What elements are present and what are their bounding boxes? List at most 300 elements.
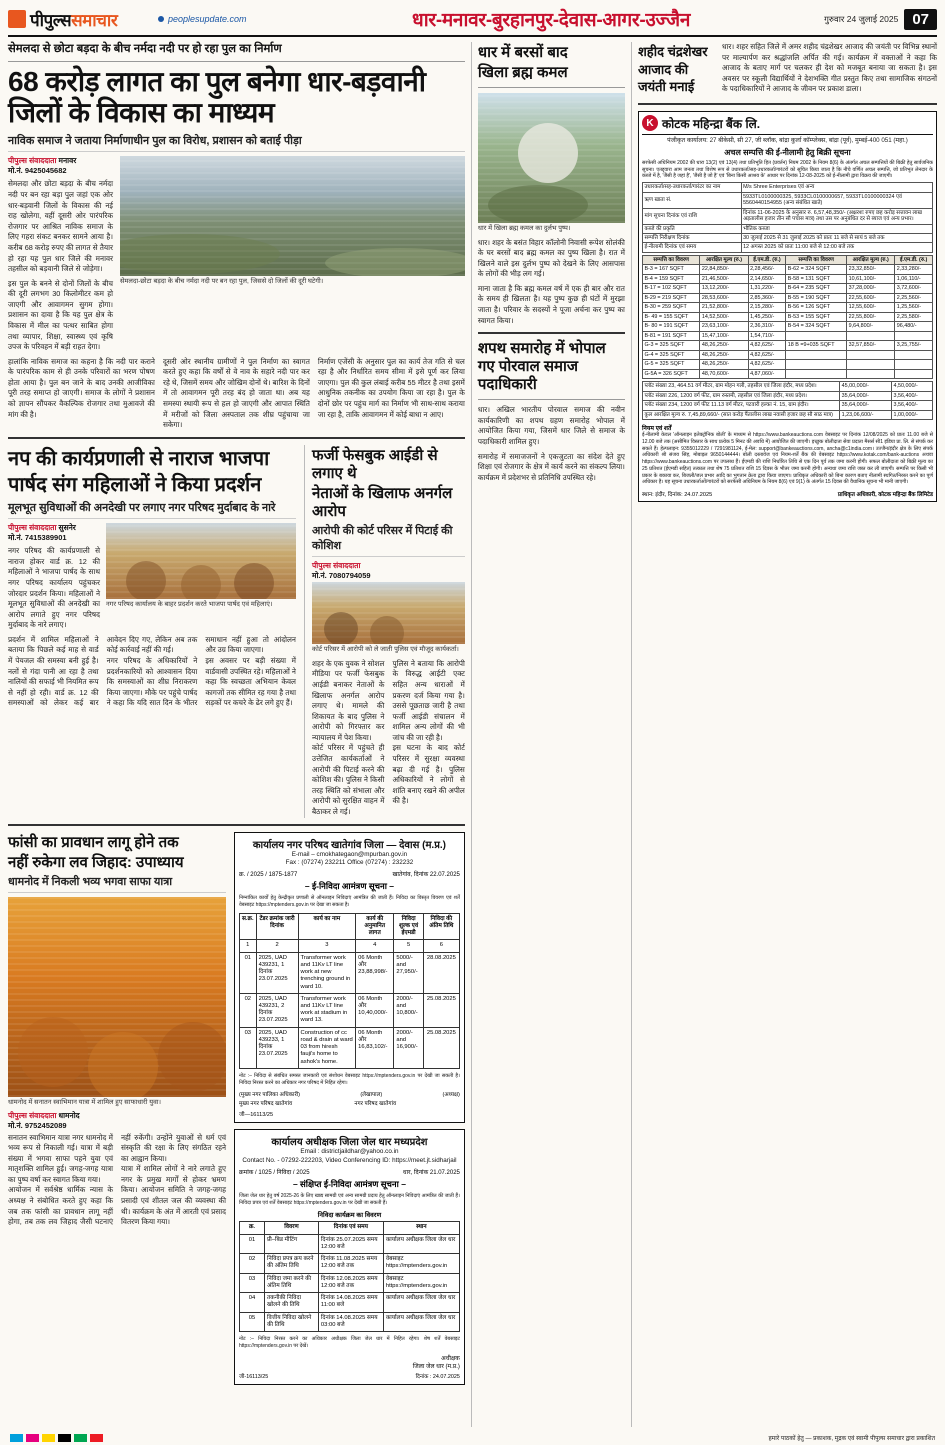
jail-title: – संक्षिप्त ई-निविदा आमंत्रण सूचना – bbox=[292, 1178, 406, 1189]
cell: B-29 = 219 SQFT bbox=[642, 293, 699, 302]
cell: 13,12,200/- bbox=[700, 284, 748, 293]
tender1-ref: क्र. / 2025 / 1875-1877 bbox=[239, 872, 298, 879]
cell: 2,15,280/- bbox=[748, 303, 786, 312]
th-5: निविदा की अंतिम तिथि bbox=[423, 913, 459, 940]
cell: 01 bbox=[240, 952, 257, 993]
cell: निविदा प्रपत्र क्रय करने की अंतिम तिथि bbox=[265, 1254, 319, 1273]
kotak-registered-office: पंजीकृत कार्यालय: 27 बीकेसी, सी 27, जी ब्लॉक, बांद्रा कुर्ला कॉम्प्लेक्स, बांद्रा (पूर्व), मुम्बई-400 051 (महा.) bbox=[667, 136, 908, 144]
cell: प्री–बिड मीटिंग bbox=[265, 1234, 319, 1253]
cell bbox=[786, 331, 847, 340]
byline-place: सुसनेर bbox=[58, 522, 76, 532]
cell: 1,25,560/- bbox=[895, 303, 933, 312]
cell: B-4 = 159 SQFT bbox=[642, 274, 699, 283]
table-row bbox=[642, 293, 932, 302]
cell: 35,64,000/- bbox=[840, 391, 892, 400]
cell: 48,26,250/- bbox=[700, 341, 748, 350]
byline-label: पीपुल्स संवाददाता bbox=[8, 1111, 57, 1121]
byline-phone: मो.नं. 9752452089 bbox=[8, 1120, 67, 1130]
mid1-photo bbox=[478, 93, 625, 223]
cell: 06 Month और 10,40,000/- bbox=[356, 993, 394, 1027]
logo-square-icon bbox=[8, 10, 26, 28]
story3-headline-2: नेताओं के खिलाफ अनर्गल आरोप bbox=[312, 484, 453, 520]
cell: G-5A = 326 SQFT bbox=[642, 369, 699, 378]
cell: 12,55,600/- bbox=[847, 303, 895, 312]
tender1-sig-3: (लेखापाल) bbox=[360, 1092, 383, 1099]
table-row bbox=[642, 192, 932, 208]
story2 bbox=[8, 445, 296, 818]
cell: 21,52,800/- bbox=[700, 303, 748, 312]
cell: 2,25,580/- bbox=[895, 312, 933, 321]
jail-contact: Contact No. - 07292-222203, Video Conferencing ID: https://meet.jt.sidharjail bbox=[242, 1157, 457, 1165]
cell: 3,72,600/- bbox=[895, 284, 933, 293]
cell: B-64 = 235 SQFT bbox=[786, 284, 847, 293]
cell: 4,82,625/- bbox=[748, 360, 786, 369]
bullet-icon bbox=[158, 16, 164, 22]
tender1-sig-5: (अध्यक्ष) bbox=[442, 1092, 460, 1099]
th-3: स्थान bbox=[383, 1222, 459, 1234]
cell: G-4 = 325 SQFT bbox=[642, 350, 699, 359]
mid1-headline-1: धार में बरसों बाद bbox=[477, 44, 568, 61]
borrower-value: M/s Shree Enterprises एवं अन्य bbox=[741, 183, 932, 192]
table-row bbox=[240, 1293, 460, 1312]
cell: 22,55,800/- bbox=[847, 312, 895, 321]
cell: 2000/- and 10,800/- bbox=[394, 993, 423, 1027]
tr-headline-3: जयंती मनाई bbox=[637, 79, 695, 95]
jail-code: जी-16113/25 bbox=[239, 1373, 269, 1380]
th-0: क्र. bbox=[240, 1222, 265, 1234]
cell: 05 bbox=[240, 1312, 265, 1331]
num-0: 1 bbox=[240, 940, 257, 952]
account-value: 5933TL0100000325, 5933CL0100000657, 5933TL0100000324 एवं 5560440154955 (अन्य संबंधित खाते) bbox=[741, 192, 932, 208]
story3-subhead: आरोपी की कोर्ट परिसर में पिटाई की कोशिश bbox=[312, 523, 465, 557]
table-row bbox=[642, 331, 932, 340]
swatch-magenta bbox=[26, 1434, 39, 1442]
mid2-para-0: धार। अखिल भारतीय पोरवाल समाज की नवीन कार्यकारिणी का शपथ ग्रहण समारोह भोपाल में आयोजित किया गया, जिसमें धार जिले से समाज के पदाधिकारी शामिल हुए। bbox=[477, 405, 625, 446]
num-1: 2 bbox=[256, 940, 298, 952]
th-4: आरक्षित मूल्य (रु.) bbox=[847, 255, 895, 264]
jail-intro: जिला जेल धार हेतु वर्ष 2025-26 के लिए खाद्य सामग्री एवं अन्य सामग्री प्रदाय हेतु ऑनलाइन निविदाएं आमंत्रित की जाती हैं। निविदा प्रपत्र एवं शर्तें वेबसाइट https://mptenders.gov.in पर देखी जा सकती हैं। bbox=[239, 1192, 460, 1206]
tr-headline-1: शहीद चंद्रशेखर bbox=[637, 44, 708, 59]
jail-date: धार, दिनांक 21.07.2025 bbox=[402, 1169, 460, 1176]
cell: B-30 = 259 SQFT bbox=[642, 303, 699, 312]
cell: कार्यालय अधीक्षक जिला जेल धार bbox=[383, 1293, 459, 1312]
kotak-terms: ई-नीलामी केवल 'ऑनलाइन इलेक्ट्रॉनिक बोली' के माध्यम से https://www.bankeauctions.com वेबसाइट पर दिनांक 12/08/2025 को प्रातः 11.00 बजे से 12.00 बजे तक (असीमित विस्तार के साथ प्रत्येक 5 मिनट की अवधि में) आयोजित की जाएगी। इच्छुक बोलीदाता सेवा प्रदाता मैसर्स सी1 इंडिया प्रा. लि. से संपर्क कर सकते हैं। हेल्पलाइन: 9355012229 / 7291981124, ई-मेल: support@bankeauctions.com, ancha@c1india.com। उज्जैन/इंदौर क्षेत्र के लिए संपर्क अधिकारी श्री संजय सिंह, मोबाइल 9650144444। बोली दस्तावेज एवं नियम-शर्तें बैंक की वेबसाइट https://www.kotak.com/bank-auctions अथवा https://www.bankeauctions.com पर उपलब्ध हैं। ईएमडी की राशि निर्धारित तिथि से एक दिन पूर्व तक जमा करनी होगी। सफल बोलीदाता को बिक्री मूल्य का 25 प्रतिशत (ईएमडी सहित) तत्काल तथा शेष 75 प्रतिशत राशि 15 दिवस के भीतर जमा करनी होगी। अन्यथा जमा राशि जब्त कर ली जाएगी। सम्पत्ति पर किसी भी प्रकार के बकाया कर, बिजली/जल प्रभार आदि का भुगतान क्रेता द्वारा किया जाएगा। प्राधिकृत अधिकारी को बिना कारण बताए नीलामी स्थगित/निरस्त करने का पूर्ण अधिकार है। यह सूचना उधारकर्ताओं/गारंटरों को सरफेसी अधिनियम के नियम 8(6) एवं 9(1) के अंतर्गत 15 दिवस की वैधानिक सूचना भी मानी जाएगी। bbox=[641, 432, 933, 486]
th-2: कार्य का नाम bbox=[298, 913, 356, 940]
table-row bbox=[642, 391, 932, 400]
lead-headline: 68 करोड़ लागत का पुल बनेगा धार-बड़वानी जिलों के विकास का माध्यम bbox=[8, 66, 426, 129]
byline-phone: मो.नं. 9425045682 bbox=[8, 165, 67, 175]
jail-email: Email : districtjaildhar@yahoo.co.in bbox=[300, 1148, 399, 1156]
story3-para-3: इस घटना के बाद कोर्ट परिसर में सुरक्षा व्यवस्था बढ़ा दी गई है। पुलिस अधिकारियों ने लोगों से शांति बनाए रखने की अपील की है। bbox=[392, 743, 465, 806]
table-row bbox=[642, 312, 932, 321]
cell bbox=[847, 369, 895, 378]
cell: प्लॉट संख्या 23, 464.51 वर्ग मीटर, ग्राम मोहन गली, तहसील एवं जिला इंदौर, मध्य प्रदेश। bbox=[642, 382, 839, 391]
cell: 2,36,310/- bbox=[748, 322, 786, 331]
th-0: सम्पत्ति का विवरण bbox=[642, 255, 699, 264]
cell: 10,61,100/- bbox=[847, 274, 895, 283]
cell bbox=[895, 331, 933, 340]
cell: 37,28,000/- bbox=[847, 284, 895, 293]
cell: 28,53,600/- bbox=[700, 293, 748, 302]
th-3: सम्पत्ति का विवरण bbox=[786, 255, 847, 264]
th-2: ई.एम.डी. (रु.) bbox=[748, 255, 786, 264]
table-row bbox=[642, 360, 932, 369]
num-2: 3 bbox=[298, 940, 356, 952]
num-4: 5 bbox=[394, 940, 423, 952]
cell: B-56 = 126 SQFT bbox=[786, 303, 847, 312]
story2-photo-caption: नगर परिषद कार्यालय के बाहर प्रदर्शन करते भाजपा पार्षद एवं महिलाएं। bbox=[106, 600, 273, 608]
table-row bbox=[240, 952, 460, 993]
cell: B-3 = 167 SQFT bbox=[642, 265, 699, 274]
lead-photo bbox=[120, 156, 465, 276]
tender1-sig-1: (मुख्य नगर पालिका अधिकारी) bbox=[239, 1092, 301, 1099]
table-row bbox=[642, 369, 932, 378]
table-header-row bbox=[240, 1222, 460, 1234]
table-row bbox=[240, 993, 460, 1027]
tender1-intro: निम्नांकित कार्यों हेतु केन्द्रीकृत प्रणाली से ऑनलाइन निविदाएं आमंत्रित की जाती हैं। निविदा का विस्तृत विवरण एवं शर्तें वेबसाइट https://mptenders.gov.in पर देखा जा सकता है। bbox=[239, 895, 460, 908]
cell: 48,70,600/- bbox=[700, 369, 748, 378]
mid2-headline: शपथ समारोह में भोपाल गए पोरवाल समाज पदाधिकारी bbox=[477, 340, 606, 394]
table-row bbox=[240, 1312, 460, 1331]
cell: 2,28,456/- bbox=[748, 265, 786, 274]
jail-footer-date: दिनांक : 24.07.2025 bbox=[415, 1373, 460, 1380]
story2-photo bbox=[106, 523, 296, 599]
lead-article bbox=[8, 42, 465, 431]
swatch-yellow bbox=[42, 1434, 55, 1442]
table-row bbox=[642, 274, 932, 283]
footer-note: हमारे पाठकों हेतु — प्रकाशक, मुद्रक एवं स्वामी पीपुल्स समाचार द्वारा प्रकाशित bbox=[768, 1436, 935, 1442]
cell: 22,84,850/- bbox=[700, 265, 748, 274]
table-row bbox=[642, 234, 932, 243]
story2-para-2: नगर परिषद के अधिकारियों ने प्रदर्शनकारियों को आश्वासन दिया कि समस्याओं का शीघ्र निराकरण किया जाएगा। मौके पर पहुंचे पार्षद ने कहा कि यदि सात दिन के भीतर समाधान नहीं हुआ तो आंदोलन और उग्र किया जाएगा। bbox=[106, 634, 296, 708]
story3 bbox=[304, 445, 465, 818]
account-label: ऋण खाता सं. bbox=[642, 192, 741, 208]
cell: B-62 = 324 SQFT bbox=[786, 265, 847, 274]
logo-samachar: समाचार bbox=[71, 10, 118, 30]
table-row bbox=[642, 208, 932, 224]
jail-table bbox=[239, 1221, 460, 1332]
cell: 3,25,755/- bbox=[895, 341, 933, 350]
num-5: 6 bbox=[423, 940, 459, 952]
cell: 2025, UAD 439231, 2 दिनांक 23.07.2025 bbox=[256, 993, 298, 1027]
cell: 2025, UAD 439233, 1 दिनांक 23.07.2025 bbox=[256, 1027, 298, 1068]
cell: 3,56,400/- bbox=[892, 391, 933, 400]
lead-para-4: निर्माण एजेंसी के अनुसार पुल का कार्य तेज गति से चल रहा है और निर्धारित समय सीमा में इसे पूर्ण कर लिया जाएगा। पुल की कुल लंबाई करीब 55 मीटर है तथा इसमें आधुनिक तकनीक का उपयोग किया जा रहा है। पुल के दोनों छोर पर पहुंच मार्ग का निर्माण भी साथ-साथ कराया जा रहा है, ताकि आवागमन में कोई बाधा न आए। bbox=[317, 356, 465, 419]
cell bbox=[786, 369, 847, 378]
cell bbox=[786, 350, 847, 359]
cell: 3,56,400/- bbox=[892, 401, 933, 410]
cell: B-55 = 190 SQFT bbox=[786, 293, 847, 302]
cell: वित्तीय निविदा खोलने की तिथि bbox=[265, 1312, 319, 1331]
table-row bbox=[642, 265, 932, 274]
cell: 03 bbox=[240, 1027, 257, 1068]
tender1-sig-2: मुख्य नगर परिषद खातेगांव bbox=[239, 1101, 293, 1108]
tender1-code: जी—16113/25 bbox=[239, 1112, 274, 1119]
table-row bbox=[642, 350, 932, 359]
table-row bbox=[642, 183, 932, 192]
color-swatches bbox=[0, 1434, 103, 1442]
cell: 2000/- and 16,900/- bbox=[394, 1027, 423, 1068]
tender1-sig-4: नगर परिषद खातेगांव bbox=[354, 1101, 397, 1108]
kotak-logo-icon: K bbox=[642, 115, 658, 131]
swatch-cyan bbox=[10, 1434, 23, 1442]
cell: 1,31,220/- bbox=[748, 284, 786, 293]
auction-label: ई-नीलामी दिनांक एवं समय bbox=[642, 243, 741, 252]
auction-value: 12 अगस्त 2025 को प्रातः 11:00 बजे से 12:00 बजे तक bbox=[741, 243, 932, 252]
table-row bbox=[642, 341, 932, 350]
tender1-fax: Fax : (07274) 232211 Office (07274) : 232232 bbox=[285, 859, 414, 867]
cell: 28.08.2025 bbox=[423, 952, 459, 993]
cell: 18 B =9+035 SQFT bbox=[786, 341, 847, 350]
cell: 1,06,110/- bbox=[895, 274, 933, 283]
cell: 96,480/- bbox=[895, 322, 933, 331]
cell: 15,47,100/- bbox=[700, 331, 748, 340]
cell: 48,26,250/- bbox=[700, 350, 748, 359]
story2-headline-1: नप की कार्यप्रणाली से नाराज भाजपा bbox=[8, 447, 270, 470]
lead-subhead: नाविक समाज ने जताया निर्माणाधीन पुल का विरोध, प्रशासन को बताई पीड़ा bbox=[8, 133, 465, 152]
lead-para-3: दूसरी ओर स्थानीय ग्रामीणों ने पुल निर्माण का स्वागत करते हुए कहा कि वर्षों से वे नाव के सहारे नदी पार कर रहे थे, जिसमें समय और जोखिम दोनों थे। बारिश के दिनों में तो आवागमन पूरी तरह बंद हो जाता था। अब यह समस्या स्थायी रूप से हल हो जाएगी और आपात स्थिति में मरीजों को जिला अस्पताल तक शीघ्र पहुंचाया जा सकेगा। bbox=[162, 356, 310, 430]
tender1-title: – ई-निविदा आमंत्रण सूचना – bbox=[304, 881, 395, 892]
story3-photo-caption: कोर्ट परिसर में आरोपी को ले जाती पुलिस एवं मौजूद कार्यकर्ता। bbox=[312, 646, 459, 654]
right-column bbox=[631, 42, 937, 1427]
byline-place: धामनोद bbox=[58, 1111, 80, 1121]
kotak-extra-table bbox=[642, 381, 933, 420]
jail-ref: क्रमांक / 1025 / निविदा / 2025 bbox=[239, 1169, 310, 1176]
story4 bbox=[8, 832, 226, 1385]
story3-byline bbox=[312, 561, 465, 581]
cell: दिनांक 25.07.2025 समय 12:00 बजे bbox=[318, 1234, 383, 1253]
cell: प्लॉट संख्या 226, 1200 वर्ग फीट, ग्राम रुस्तमी, तहसील एवं जिला इंदौर, मध्य प्रदेश। bbox=[642, 391, 839, 400]
demand-value: दिनांक 11-06-2025 के अनुसार रु. 6,57,48,350/- (अक्षरशः रुपए छह करोड़ सत्तावन लाख अड़तालीस हजार तीन सौ पचास मात्र) तथा उस पर अनुबंधित दर से ब्याज एवं अन्य प्रभार। bbox=[741, 208, 932, 224]
table-row bbox=[642, 410, 932, 419]
cell: Transformer work and 11Kv LT line work at stadium in ward 13. bbox=[298, 993, 356, 1027]
table-row bbox=[642, 401, 932, 410]
top-right-article bbox=[638, 42, 937, 97]
tr-text: धार। शहर सहित जिले में अमर शहीद चंद्रशेखर आजाद की जयंती पर विभिन्न स्थानों पर माल्यार्पण कर श्रद्धांजलि अर्पित की गई। कार्यक्रम में वक्ताओं ने कहा कि आजाद के बताए मार्ग पर चलकर ही देश को मजबूत बनाया जा सकता है। इस अवसर पर स्कूली विद्यार्थियों ने देशभक्ति गीत प्रस्तुत किए तथा सामाजिक संगठनों के पदाधिकारियों ने आजाद के जीवन पर प्रकाश डाला। bbox=[721, 42, 937, 94]
cell: दिनांक 14.08.2025 समय 03:00 बजे bbox=[318, 1312, 383, 1331]
cell: 5000/- and 27,950/- bbox=[394, 952, 423, 993]
kotak-intro: सरफेसी अधिनियम 2002 की धारा 13(2) एवं 13(4) तथा प्रतिभूति हित (प्रवर्तन) नियम 2002 के नियम 8(6) के अंतर्गत अचल सम्पत्तियों की बिक्री हेतु सार्वजनिक सूचना। एतद्द्वारा आम जनता तथा विशेष रूप से उधारकर्ता/सह-उधारकर्ता/गारंटरों को सूचित किया जाता है कि नीचे वर्णित अचल सम्पत्ति, जो प्रतिभूत लेनदार के कब्जे में है, 'जैसी है जहां है', 'जैसी है जो है' एवं 'बिना किसी आश्रय के' आधार पर दिनांक 12-08-2025 को ई-नीलामी द्वारा विक्रय की जाएगी। bbox=[641, 159, 933, 180]
th-4: निविदा शुल्क एवं ईएमडी bbox=[394, 913, 423, 940]
cell: B-53 = 155 SQFT bbox=[786, 312, 847, 321]
mid1-caption: धार में खिला ब्रह्म कमल का दुर्लभ पुष्प। bbox=[477, 225, 571, 232]
cell: प्लॉट संख्या 234, 1200 वर्ग फीट 11.13 वर्ग मीटर, पटवारी हल्का नं. 15, ग्राम इंदौर। bbox=[642, 401, 839, 410]
lead-para-1: इस पुल के बनने से दोनों जिलों के बीच की दूरी लगभग 30 किलोमीटर कम हो जाएगी और आवागमन सुगम होगा। प्रशासन का दावा है कि यह पुल क्षेत्र के विकास में मील का पत्थर साबित होगा तथा व्यापार, शिक्षा, स्वास्थ्य एवं कृषि उपज के परिवहन में बड़ी राहत देगा। bbox=[8, 278, 113, 352]
cell: निविदा जमा करने की अंतिम तिथि bbox=[265, 1273, 319, 1292]
cell: G-5 = 325 SQFT bbox=[642, 360, 699, 369]
left-column bbox=[8, 42, 465, 1427]
th-2: दिनांक एवं समय bbox=[318, 1222, 383, 1234]
website-link[interactable] bbox=[158, 14, 278, 24]
kotak-signature: प्राधिकृत अधिकारी, कोटक महिन्द्रा बैंक लिमिटेड bbox=[837, 492, 933, 499]
story4-photo bbox=[8, 897, 226, 1097]
table-row bbox=[240, 1234, 460, 1253]
byline-place: मनावर bbox=[58, 155, 77, 165]
cell: कुल आरक्षित मूल्य रु. 7,45,89,660/- (सात करोड़ पैंतालीस लाख नवासी हजार छह सौ साठ मात्र) bbox=[642, 410, 839, 419]
mid1-para-1: माना जाता है कि ब्रह्म कमल वर्ष में एक ही बार और रात के समय ही खिलता है। यह पुष्प कुछ ही घंटों में मुरझा जाता है। परिवार के सदस्यों ने पूजा अर्चना कर पुष्प का स्वागत किया। bbox=[477, 283, 625, 325]
middle-column bbox=[471, 42, 625, 1427]
lead-para-0: सेमलदा और छोटा बड़दा के बीच नर्मदा नदी पर बन रहा बड़ा पुल जहां एक ओर धार-बड़वानी जिलों के विकास की नई राह खोलेगा, वहीं दूसरी ओर पारंपरिक रोजगार पर आश्रित नाविक समाज के लिए गहरा संकट बनकर सामने आया है। करीब 68 करोड़ रुपए की लागत से तैयार हो रहा यह पुल धार जिले की मनावर तहसील को बड़वानी जिले से जोड़ेगा। bbox=[8, 179, 113, 274]
story2-para-3: इस अवसर पर बड़ी संख्या में वार्डवासी उपस्थित रहे। महिलाओं ने कहा कि स्वच्छता अभियान केवल कागजों तक सीमित रह गया है तथा सड़कों पर कचरे के ढेर लगे हुए हैं। bbox=[205, 656, 296, 708]
tender-ad-jail bbox=[234, 1129, 465, 1384]
story3-headline-1: फर्जी फेसबुक आईडी से लगाए थे bbox=[312, 446, 438, 482]
mid1-para-0: धार। शहर के बसंत विहार कॉलोनी निवासी रूपेश सोलंकी के घर बरसों बाद ब्रह्म कमल का पुष्प खिला है। रात में खिलने वाले इस दुर्लभ पुष्प को देखने के लिए आसपास के लोगों की भीड़ लग गई। bbox=[477, 237, 625, 279]
tender1-date: खातेगांव, दिनांक 22.07.2025 bbox=[392, 872, 460, 879]
cell: 4,87,060/- bbox=[748, 369, 786, 378]
th-3: कार्य की अनुमानित लागत bbox=[356, 913, 394, 940]
cell: B- 49 = 155 SQFT bbox=[642, 312, 699, 321]
cell bbox=[847, 350, 895, 359]
kotak-brand: कोटक महिन्द्रा बैंक लि. bbox=[661, 116, 761, 131]
table-row bbox=[642, 322, 932, 331]
cell: 1,54,710/- bbox=[748, 331, 786, 340]
story3-para-1: कोर्ट परिसर में पहुंचते ही उत्तेजित कार्यकर्ताओं ने आरोपी की पिटाई करने की कोशिश की। पुलिस ने किसी तरह स्थिति को संभाला और आरोपी को सुरक्षित वाहन में बैठाकर ले गई। bbox=[312, 743, 385, 816]
website-url: peoplesupdate.com bbox=[168, 14, 247, 24]
story3-para-2: पुलिस ने बताया कि आरोपी के विरुद्ध आईटी एक्ट सहित अन्य धाराओं में प्रकरण दर्ज किया गया है। उससे पूछताछ जारी है तथा फर्जी आईडी संचालन में शामिल अन्य लोगों की भी जांच की जा रही है। bbox=[392, 658, 465, 742]
cell: B-58 = 131 SQFT bbox=[786, 274, 847, 283]
lead-para-2: हालांकि नाविक समाज का कहना है कि नदी पार कराने के पारंपरिक काम से ही उनके परिवारों का भरण पोषण होता आया है। पुल बन जाने के बाद उनकी आजीविका पूरी तरह समाप्त हो जाएगी। समाज के लोगों ने प्रशासन को ज्ञापन सौंपकर वैकल्पिक रोजगार तथा मुआवजे की मांग की है। bbox=[8, 356, 155, 419]
kotak-borrower-table bbox=[642, 182, 933, 253]
table-header-row bbox=[642, 255, 932, 264]
jail-table-title: निविदा कार्यक्रम का विवरण bbox=[317, 1212, 382, 1220]
cell: G-3 = 325 SQFT bbox=[642, 341, 699, 350]
cell: दिनांक 12.08.2025 समय 12:00 बजे तक bbox=[318, 1273, 383, 1292]
cell bbox=[786, 360, 847, 369]
cell: Construction of cc road & drain at ward 03 from hiresh fauji's home to ashok's home. bbox=[298, 1027, 356, 1068]
issue-date: गुरुवार 24 जुलाई 2025 bbox=[824, 13, 899, 24]
story3-photo bbox=[312, 582, 465, 644]
cell: 4,50,000/- bbox=[892, 382, 933, 391]
story4-para-0: सनातन स्वाभिमान यात्रा नगर धामनोद में भव्य रूप से निकाली गई। यात्रा में बड़ी संख्या में भगवा साफा पहने युवा एवं मातृशक्ति शामिल हुई। जगह-जगह यात्रा का पुष्प वर्षा कर स्वागत किया गया। bbox=[8, 1132, 113, 1184]
cell bbox=[895, 350, 933, 359]
story2-subhead: मूलभूत सुविधाओं की अनदेखी पर लगाए नगर परिषद मुर्दाबाद के नारे bbox=[8, 500, 296, 519]
cell: Transformer work and 11Kv LT line work at new trenching ground in ward 10. bbox=[298, 952, 356, 993]
cell: 21,46,500/- bbox=[700, 274, 748, 283]
story2-para-1: प्रदर्शन में शामिल महिलाओं ने बताया कि पिछले कई माह से वार्ड में पेयजल की समस्या बनी हुई है। नलों से गंदा पानी आ रहा है तथा नालियों की सफाई भी नियमित रूप से नहीं हो रही। वार्ड क्र. 12 की समस्याओं को लेकर कई बार आवेदन दिए गए, लेकिन अब तक कोई कार्रवाई नहीं की गई। bbox=[8, 634, 198, 708]
kotak-place-date: स्थान: इंदौर, दिनांक: 24.07.2025 bbox=[641, 492, 713, 499]
cell: B-81 = 191 SQFT bbox=[642, 331, 699, 340]
cell: 14,52,500/- bbox=[700, 312, 748, 321]
cell: 25.08.2025 bbox=[423, 993, 459, 1027]
cell: 4,82,625/- bbox=[748, 350, 786, 359]
cell: 04 bbox=[240, 1293, 265, 1312]
cell: वेबसाइट https://mptenders.gov.in bbox=[383, 1273, 459, 1292]
table-row bbox=[240, 1273, 460, 1292]
jail-sig-top: अधीक्षक bbox=[441, 1355, 460, 1362]
cell: कार्यालय अधीक्षक जिला जेल धार bbox=[383, 1312, 459, 1331]
byline-label: पीपुल्स संवाददाता bbox=[8, 522, 57, 532]
story2-headline-2: पार्षद संग महिलाओं ने किया प्रदर्शन bbox=[8, 473, 262, 496]
tr-headline-2: आजाद की bbox=[637, 61, 689, 77]
mid1-headline-2: खिला ब्रह्म कमल bbox=[477, 64, 568, 81]
table-row bbox=[642, 224, 932, 233]
borrower-label: उधारकर्ता/सह-उधारकर्ता/गारंटर का नाम bbox=[642, 183, 741, 192]
story3-para-0: शहर के एक युवक ने सोशल मीडिया पर फर्जी फेसबुक आईडी बनाकर नेताओं के खिलाफ अनर्गल आरोप लगाए थे। मामले की शिकायत के बाद पुलिस ने आरोपी को गिरफ्तार कर न्यायालय में पेश किया। bbox=[312, 658, 385, 742]
kotak-auction-ad bbox=[638, 111, 937, 502]
story4-photo-caption: धामनोद में सनातन स्वाभिमान यात्रा में शामिल हुए साफाधारी युवा। bbox=[8, 1098, 161, 1106]
possession-value: भौतिक कब्जा bbox=[741, 224, 932, 233]
table-row bbox=[240, 1027, 460, 1068]
cell: B-54 = 324 SQFT bbox=[786, 322, 847, 331]
cell: 25.08.2025 bbox=[423, 1027, 459, 1068]
th-0: स.क्र. bbox=[240, 913, 257, 940]
cell: 01 bbox=[240, 1234, 265, 1253]
inspection-label: सम्पत्ति निरीक्षण दिनांक bbox=[642, 234, 741, 243]
cell bbox=[895, 360, 933, 369]
cell: 4,82,625/- bbox=[748, 341, 786, 350]
story4-para-1: आयोजन में सर्वश्रेष्ठ धार्मिक न्यास के अध्यक्ष ने संबोधित करते हुए कहा कि जब तक फांसी का प्रावधान लागू नहीं होगा, तब तक लव जिहाद जैसी घटनाएं नहीं रुकेंगी। उन्होंने युवाओं से धर्म एवं संस्कृति की रक्षा के लिए संगठित रहने का आह्वान किया। bbox=[8, 1132, 226, 1227]
lead-byline bbox=[8, 156, 113, 176]
newspaper-logo bbox=[8, 8, 158, 31]
cell: 35,64,000/- bbox=[840, 401, 892, 410]
cell: B-17 = 102 SQFT bbox=[642, 284, 699, 293]
table-row bbox=[642, 284, 932, 293]
logo-peoples: पीपुल्स bbox=[30, 10, 72, 30]
cell: 06 Month और 23,88,998/- bbox=[356, 952, 394, 993]
th-1: आरक्षित मूल्य (रु.) bbox=[700, 255, 748, 264]
inspection-value: 30 जुलाई 2025 से 31 जुलाई 2025 को प्रातः 11 बजे से सायं 5 बजे तक bbox=[741, 234, 932, 243]
cell: 2025, UAD 439231, 1 दिनांक 23.07.2025 bbox=[256, 952, 298, 993]
cell: 1,45,250/- bbox=[748, 312, 786, 321]
cell: 02 bbox=[240, 993, 257, 1027]
cell: दिनांक 11.08.2025 समय 12:00 बजे तक bbox=[318, 1254, 383, 1273]
byline-label: पीपुल्स संवाददाता bbox=[8, 155, 57, 165]
cell bbox=[847, 360, 895, 369]
cell: 23,63,100/- bbox=[700, 322, 748, 331]
story2-para-0: नगर परिषद की कार्यप्रणाली से नाराज होकर वार्ड क्र. 12 की महिलाओं ने भाजपा पार्षद के साथ नगर परिषद कार्यालय पहुंचकर जोरदार प्रदर्शन किया। महिलाओं ने मूलभूत सुविधाओं की अनदेखी का आरोप लगाते हुए नगर परिषद मुर्दाबाद के नारे लगाए। bbox=[8, 546, 100, 630]
kotak-property-table bbox=[642, 255, 933, 379]
cell: 22,55,600/- bbox=[847, 293, 895, 302]
cell: 1,00,000/- bbox=[892, 410, 933, 419]
swatch-black bbox=[58, 1434, 71, 1442]
masthead bbox=[8, 6, 937, 37]
kotak-terms-title: नियम एवं शर्तें bbox=[641, 426, 672, 433]
cell: तकनीकी निविदा खोलने की तिथि bbox=[265, 1293, 319, 1312]
page-footer bbox=[0, 1431, 945, 1445]
kotak-ad-title: अचल सम्पत्ति की ई-नीलामी हेतु बिक्री सूचना bbox=[724, 147, 851, 157]
cell: B- 80 = 191 SQFT bbox=[642, 322, 699, 331]
jail-note: नोट :– निविदा निरस्त करने का अधिकार अधीक्षक जिला जेल धार में निहित रहेगा। शेष शर्तें वेबसाइट https://mptenders.gov.in पर देखें। bbox=[239, 1336, 460, 1349]
demand-label: मांग सूचना दिनांक एवं राशि bbox=[642, 208, 741, 224]
table-row bbox=[642, 243, 932, 252]
tender1-table bbox=[239, 913, 460, 1069]
table-numrow bbox=[240, 940, 460, 952]
cell: 06 Month और 16,83,102/- bbox=[356, 1027, 394, 1068]
cell: 2,33,280/- bbox=[895, 265, 933, 274]
story4-byline bbox=[8, 1111, 226, 1131]
byline-phone: मो.नं. 7415389901 bbox=[8, 532, 67, 542]
lead-photo-caption: सेमलदा-छोटा बड़दा के बीच नर्मदा नदी पर बन रहा पुल, जिससे दो जिलों की दूरी घटेगी। bbox=[120, 277, 324, 285]
page-number-badge: 07 bbox=[904, 9, 937, 30]
table-row bbox=[240, 1254, 460, 1273]
num-3: 4 bbox=[356, 940, 394, 952]
cell: कार्यालय अधीक्षक जिला जेल धार bbox=[383, 1234, 459, 1253]
cell: 03 bbox=[240, 1273, 265, 1292]
table-header-row bbox=[240, 913, 460, 940]
cell: 2,25,560/- bbox=[895, 293, 933, 302]
th-1: विवरण bbox=[265, 1222, 319, 1234]
story4-para-2: यात्रा में शामिल लोगों ने नारे लगाते हुए नगर के प्रमुख मार्गों से होकर भ्रमण किया। आयोजन समिति ने जगह-जगह प्रसादी एवं शीतल जल की व्यवस्था की थी। कार्यक्रम के अंत में आरती एवं प्रसाद वितरण किया गया। bbox=[121, 1164, 226, 1227]
byline-phone: मो.नं. 7080794059 bbox=[312, 570, 371, 580]
lead-kicker: सेमलदा से छोटा बड़दा के बीच नर्मदा नदी पर हो रहा पुल का निर्माण bbox=[8, 43, 282, 55]
swatch-red bbox=[90, 1434, 103, 1442]
table-row bbox=[642, 382, 932, 391]
mid2-para-1: समारोह में समाजजनों ने एकजुटता का संदेश देते हुए शिक्षा एवं रोजगार के क्षेत्र में कार्य करने का संकल्प लिया। कार्यक्रम में प्रदेशभर से प्रतिनिधि उपस्थित रहे। bbox=[477, 451, 625, 482]
story4-headline-2: नहीं रुकेगा लव जिहाद: उपाध्याय bbox=[8, 853, 184, 871]
jail-office: कार्यालय अधीक्षक जिला जेल धार मध्यप्रदेश bbox=[271, 1137, 428, 1149]
jail-sig-bottom: जिला जेल धार (म.प्र.) bbox=[412, 1363, 460, 1370]
swatch-green bbox=[74, 1434, 87, 1442]
